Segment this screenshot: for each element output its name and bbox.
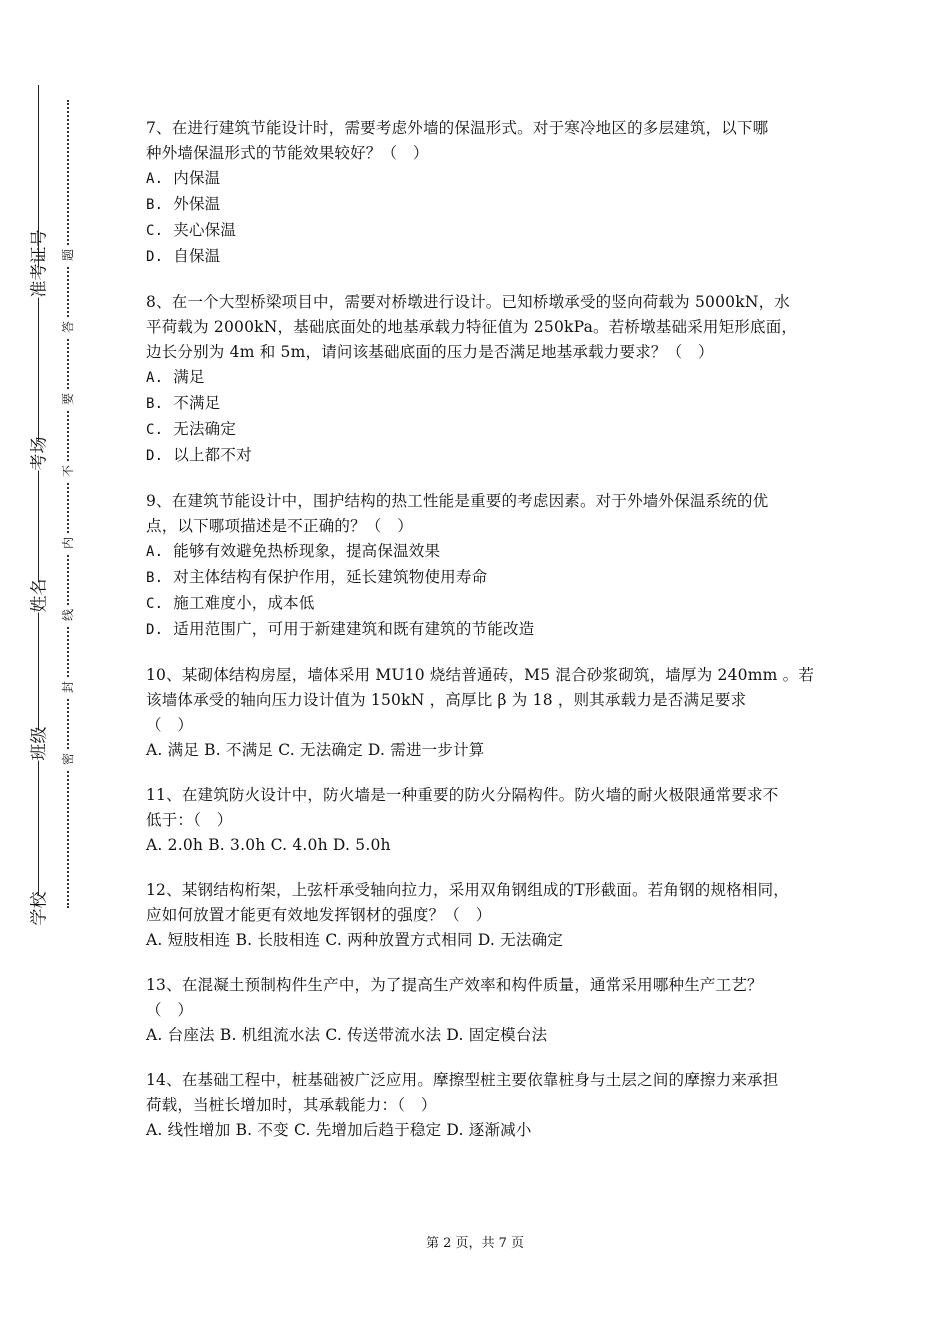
inline-options: A. 短肢相连 B. 长肢相连 C. 两种放置方式相同 D. 无法确定: [146, 931, 563, 949]
option-d: D. 适用范围广，可用于新建建筑和既有建筑的节能改造: [146, 620, 535, 638]
question-stem: 该墙体承受的轴向压力设计值为 150kN ，高厚比 β 为 18 ，则其承载力是否满足要求: [146, 691, 747, 709]
option-a: A. 能够有效避免热桥现象，提高保温效果: [146, 542, 441, 560]
label-name: 姓名: [25, 583, 50, 613]
option-d: D. 自保温: [146, 247, 221, 265]
question-list: [146, 116, 826, 1163]
question-12: [146, 878, 826, 953]
label-class: 班级: [25, 731, 50, 761]
question-stem: 低于：（ ）: [146, 811, 233, 829]
option-b: B. 外保温: [146, 195, 221, 213]
dotted-char: 不: [59, 461, 77, 481]
option-c: C. 无法确定: [146, 420, 237, 438]
question-stem: 12、某钢结构桁架，上弦杆承受轴向拉力，采用双角钢组成的T形截面。若角钢的规格相同，: [146, 881, 789, 899]
question-stem: 8、在一个大型桥梁项目中，需要对桥墩进行设计。已知桥墩承受的竖向荷载为 5000kN，水: [146, 293, 790, 311]
question-stem: 应如何放置才能更有效地发挥钢材的强度？（ ）: [146, 906, 492, 924]
option-a: A. 满足: [146, 368, 205, 386]
question-stem: 种外墙保温形式的节能效果较好？（ ）: [146, 144, 429, 162]
dotted-char: 线: [59, 605, 77, 625]
question-9: [146, 489, 826, 643]
dotted-char: 题: [59, 245, 77, 265]
binding-dotted-line: [67, 100, 69, 908]
label-exam-room: 考场: [25, 441, 50, 471]
question-stem: 9、在建筑节能设计中，围护结构的热工性能是重要的考虑因素。对于外墙外保温系统的优: [146, 492, 769, 510]
question-stem: 点，以下哪项描述是不正确的？（ ）: [146, 517, 413, 535]
page-number: 第 2 页，共 7 页: [425, 1236, 525, 1251]
dotted-char: 答: [59, 317, 77, 337]
label-exam-id: 准考证号: [25, 268, 50, 298]
question-stem: 13、在混凝土预制构件生产中，为了提高生产效率和构件质量，通常采用哪种生产工艺？: [146, 976, 763, 994]
binding-margin: [0, 0, 120, 1344]
dotted-char: 内: [59, 533, 77, 553]
inline-options: A. 线性增加 B. 不变 C. 先增加后趋于稳定 D. 逐渐减小: [146, 1121, 532, 1139]
question-stem: 10、某砌体结构房屋，墙体采用 MU10 烧结普通砖，M5 混合砂浆砌筑，墙厚为 240mm 。若: [146, 666, 815, 684]
inline-options: A. 台座法 B. 机组流水法 C. 传送带流水法 D. 固定模台法: [146, 1026, 548, 1044]
option-a: A. 内保温: [146, 169, 221, 187]
inline-options: A. 2.0h B. 3.0h C. 4.0h D. 5.0h: [146, 836, 391, 854]
question-stem: （ ）: [146, 716, 194, 734]
question-stem: 11、在建筑防火设计中，防火墙是一种重要的防火分隔构件。防火墙的耐火极限通常要求不: [146, 786, 779, 804]
question-8: [146, 290, 826, 469]
binding-solid-line: [38, 85, 39, 921]
dotted-char: 密: [59, 749, 77, 769]
option-c: C. 施工难度小，成本低: [146, 594, 315, 612]
question-stem: 7、在进行建筑节能设计时，需要考虑外墙的保温形式。对于寒冷地区的多层建筑，以下哪: [146, 119, 769, 137]
inline-options: A. 满足 B. 不满足 C. 无法确定 D. 需进一步计算: [146, 741, 485, 759]
question-13: [146, 973, 826, 1048]
question-11: [146, 783, 826, 858]
option-c: C. 夹心保温: [146, 221, 237, 239]
question-stem: 荷载，当桩长增加时，其承载能力：（ ）: [146, 1096, 437, 1114]
question-stem: 平荷载为 2000kN，基础底面处的地基承载力特征值为 250kPa。若桥墩基础采用矩形底面，: [146, 318, 798, 336]
question-14: [146, 1068, 826, 1143]
option-b: B. 不满足: [146, 394, 221, 412]
option-d: D. 以上都不对: [146, 446, 252, 464]
question-10: [146, 663, 826, 763]
label-school: 学校: [25, 896, 50, 926]
question-7: [146, 116, 826, 270]
option-b: B. 对主体结构有保护作用，延长建筑物使用寿命: [146, 568, 488, 586]
question-stem: （ ）: [146, 1001, 194, 1019]
question-stem: 边长分别为 4m 和 5m，请问该基础底面的压力是否满足地基承载力要求？（ ）: [146, 343, 714, 361]
question-stem: 14、在基础工程中，桩基础被广泛应用。摩擦型桩主要依靠桩身与土层之间的摩擦力来承担: [146, 1071, 779, 1089]
dotted-char: 封: [59, 677, 77, 697]
dotted-char: 要: [59, 389, 77, 409]
